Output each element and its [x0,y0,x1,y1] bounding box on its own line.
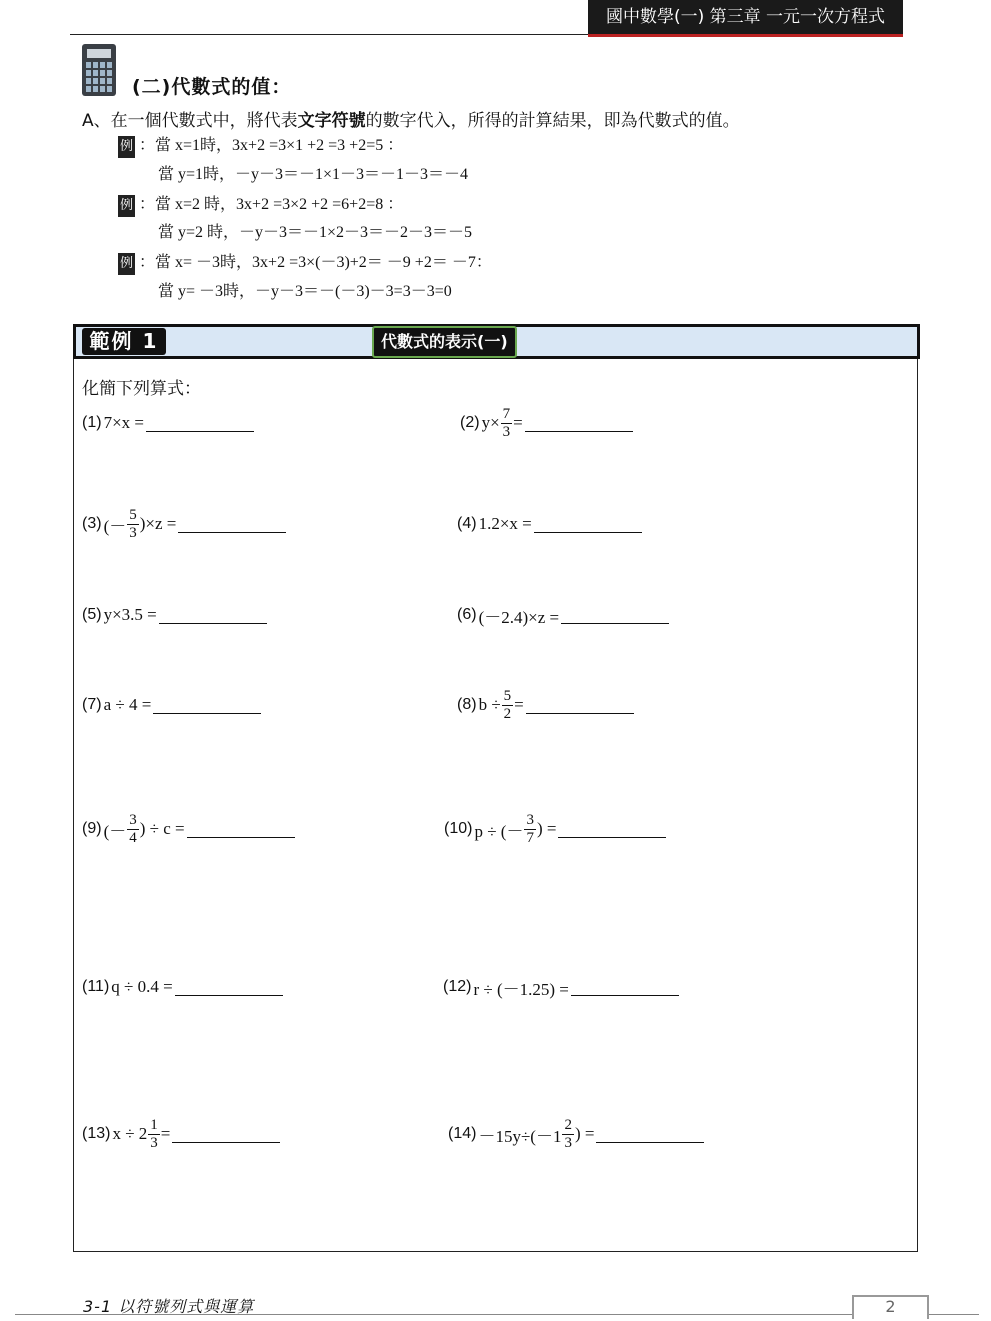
answer-blank[interactable] [175,979,283,996]
example-2-line2: 當 y=2 時，－y－3＝－1×2－3＝－2－3＝－5 [158,224,473,241]
problem-12: (12) r ÷ (－1.25) = [443,962,679,1012]
example-1-line2: 當 y=1時，－y－3＝－1×1－3＝－1－3＝－4 [158,166,469,183]
problem-6: (6) (－2.4)×z = [457,590,669,640]
problem-14: (14) －15y÷(－1 $\frac{2}{3}$ ) = [448,1109,704,1159]
answer-blank[interactable] [187,821,295,838]
problem-13: (13) x ÷ 2 $\frac{1}{3}$ = [82,1109,280,1159]
answer-blank[interactable] [561,607,669,624]
problem-8: (8) b ÷ $\frac{5}{2}$ = [457,680,634,730]
page-number: 2 [885,1297,896,1316]
answer-blank[interactable] [178,516,286,533]
problem-4: (4) 1.2×x = [457,499,642,549]
answer-blank[interactable] [534,516,642,533]
answer-blank[interactable] [153,697,261,714]
problem-3: (3) (－ $\frac{5}{3}$ )×z = [82,499,286,549]
problem-5: (5) y×3.5 = [82,590,267,640]
example-2: 例 ：當 x=2 時，3x+2 =3×2 +2 =6+2=8 ： [118,193,403,217]
problem-11: (11) q ÷ 0.4 = [82,962,283,1012]
example-title: 代數式的表示(一) [372,326,517,358]
example-tag: 範例 1 [82,328,166,355]
problem-9: (9) (－ $\frac{3}{4}$ ) ÷ c = [82,804,295,854]
problem-7: (7) a ÷ 4 = [82,680,261,730]
intro-emphasis: 文字符號 [297,111,366,131]
answer-blank[interactable] [159,607,267,624]
header-rule [70,34,590,35]
footer-section: 3-1 以符號列式與運算 [83,1297,255,1316]
answer-blank[interactable] [525,415,633,432]
intro-text: A、在一個代數式中，將代表文字符號的數字代入，所得的計算結果，即為代數式的值。 [82,111,740,131]
answer-blank[interactable] [526,697,634,714]
footer-rule [15,1314,853,1315]
problem-10: (10) p ÷ (－ $\frac{3}{7}$ ) = [444,804,666,854]
chapter-header: 國中數學(一) 第三章 一元一次方程式 [588,0,903,37]
answer-blank[interactable] [146,415,254,432]
instruction: 化簡下列算式： [82,379,201,399]
answer-blank[interactable] [558,821,666,838]
section-title: (二)代數式的值： [132,76,292,98]
answer-blank[interactable] [596,1126,704,1143]
calculator-icon [82,44,116,96]
footer-rule-right [929,1314,979,1315]
answer-blank[interactable] [571,979,679,996]
example-1: 例 ：當 x=1時，3x+2 =3×1 +2 =3 +2=5 ： [118,134,403,158]
answer-blank[interactable] [172,1126,280,1143]
problem-1: (1) 7×x = [82,398,254,448]
example-3-line2: 當 y= －3時，－y－3＝－(－3)－3=3－3=0 [158,283,452,300]
problem-2: (2) y× $\frac{7}{3}$ = [460,398,633,448]
example-3: 例 ：當 x= －3時，3x+2 =3×(－3)+2＝ －9 +2＝ －7： [118,251,492,275]
